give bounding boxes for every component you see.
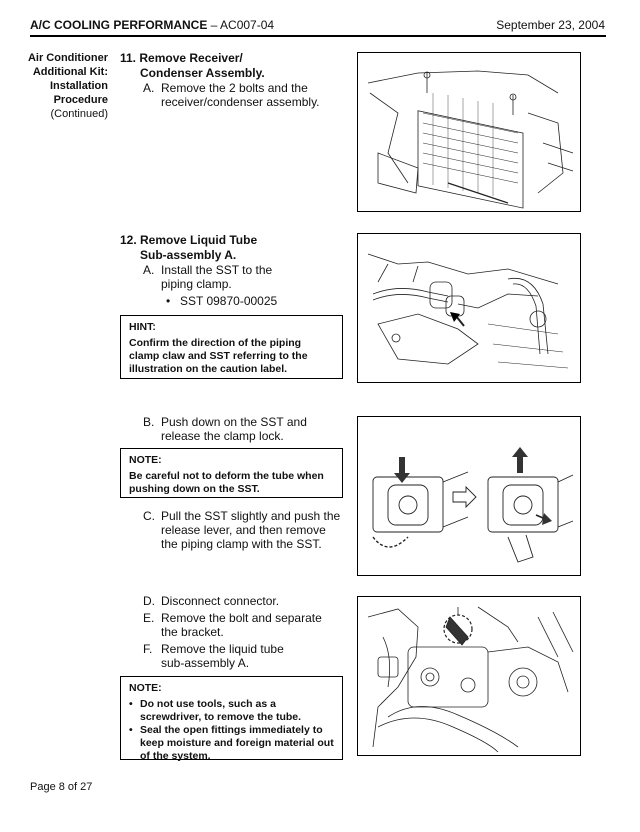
step-12-d-text: Disconnect connector. (161, 594, 280, 608)
step-12-c-text2: release lever, and then remove (161, 523, 326, 537)
note-1-text: Be careful not to deform the tube when pushing down on the SST. (129, 470, 324, 495)
condenser-illustration (357, 52, 581, 212)
step-11-title-line2: Condenser Assembly. (140, 66, 265, 80)
step-11-title-line1: 11. Remove Receiver/ (120, 51, 243, 65)
step-12-e-label: E. (143, 611, 155, 625)
step-12-f-text2: sub-assembly A. (161, 656, 250, 670)
step-12-c-label: C. (143, 509, 155, 523)
step-12-f-text1: Remove the liquid tube (161, 642, 284, 656)
step-12-f-label: F. (143, 642, 153, 656)
sidebar-line: Procedure (53, 94, 108, 106)
step-12-title-line2: Sub-assembly A. (140, 248, 237, 262)
header-date: September 23, 2004 (496, 18, 605, 32)
sst-bullet: • (166, 294, 171, 308)
note-1-title: NOTE: (129, 454, 162, 466)
step-12-b-label: B. (143, 415, 155, 429)
step-11-a-text2: receiver/condenser assembly. (161, 95, 320, 109)
header-divider (30, 35, 606, 37)
sst-push-pull-illustration (357, 416, 581, 576)
note-box-1 (120, 448, 343, 498)
step-12-a-label: A. (143, 263, 155, 277)
header-title-bold: A/C COOLING PERFORMANCE (30, 18, 208, 32)
hint-text: Confirm the direction of the piping clamp claw and SST referring to the illustration on the caution label. (129, 337, 308, 375)
step-12-a-text2: piping clamp. (161, 277, 232, 291)
sidebar-line: Installation (49, 80, 108, 92)
step-12-e-text2: the bracket. (161, 625, 224, 639)
sidebar-line: Air Conditioner (27, 52, 108, 64)
step-11-a-text1: Remove the 2 bolts and the (161, 81, 308, 95)
note-2-item: • Do not use tools, such as a screwdriver, to remove the tube. (129, 698, 334, 724)
note-2-item: • Seal the open fittings immediately to keep moisture and foreign material out of the system. (129, 724, 334, 763)
step-12-b-text2: release the clamp lock. (161, 429, 284, 443)
note-box-2 (120, 676, 343, 760)
piping-clamp-illustration (357, 233, 581, 383)
hint-title: HINT: (129, 321, 156, 333)
step-12-c-text3: the piping clamp with the SST. (161, 537, 322, 551)
step-12-c-text1: Pull the SST slightly and push the (161, 509, 341, 523)
liquid-tube-illustration (357, 596, 581, 756)
step-12-b-text1: Push down on the SST and (161, 415, 307, 429)
step-11-a-label: A. (143, 81, 155, 95)
hint-box (120, 315, 343, 379)
sidebar-continued: (Continued) (50, 108, 108, 120)
page-number: Page 8 of 27 (30, 781, 93, 793)
header-title-code: – AC007-04 (207, 18, 275, 32)
step-12-d-label: D. (143, 594, 155, 608)
step-12-title-line1: 12. Remove Liquid Tube (120, 233, 258, 247)
note-2-list (129, 698, 334, 763)
header-title (30, 18, 274, 32)
sidebar-line: Additional Kit: (32, 66, 108, 78)
section-sidebar (20, 51, 108, 121)
sst-number: SST 09870-00025 (180, 294, 278, 308)
step-12-e-text1: Remove the bolt and separate (161, 611, 322, 625)
step-12-a-text1: Install the SST to the (161, 263, 273, 277)
note-2-title: NOTE: (129, 682, 162, 694)
